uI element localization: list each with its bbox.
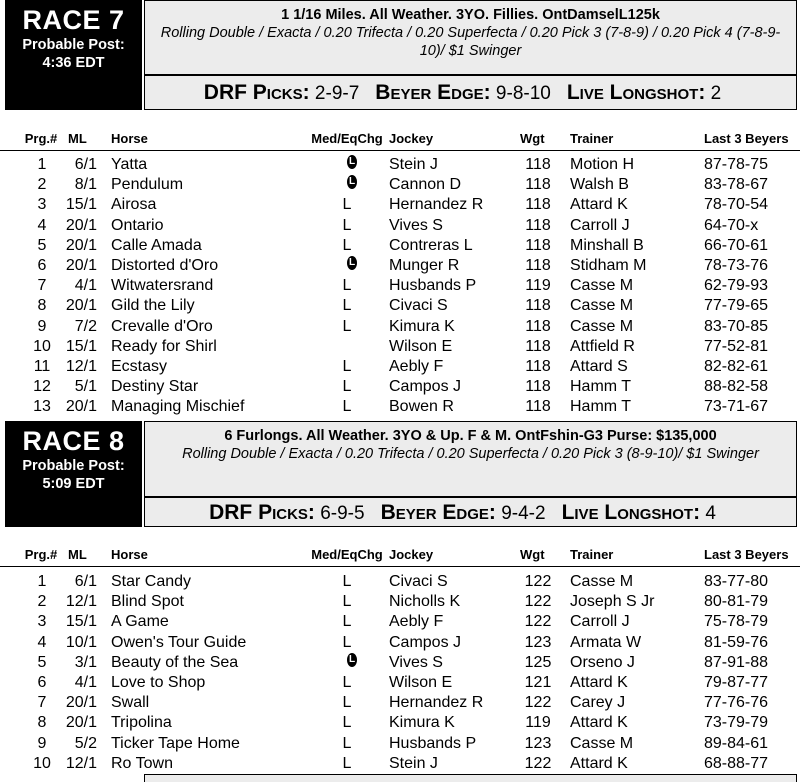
last-three-beyers: 66-70-61 [704, 236, 769, 254]
program-number: 5 [37, 653, 47, 671]
trainer-name: Hamm T [570, 398, 632, 416]
column-header-ml: ML [68, 547, 87, 562]
table-row [0, 276, 800, 296]
table-row [0, 317, 800, 337]
drf-picks-value: 2-9-7 [314, 83, 360, 104]
last-three-beyers: 87-78-75 [704, 156, 769, 173]
medication: L [342, 277, 352, 295]
morning-line: 15/1 [65, 196, 97, 214]
trainer-name: Casse M [570, 573, 634, 590]
table-row [0, 693, 800, 713]
morning-line: 20/1 [65, 216, 97, 234]
horse-name: Ready for Shirl [111, 337, 217, 355]
table-row [0, 337, 800, 357]
table-row [0, 296, 800, 316]
table-row [0, 734, 800, 754]
table-row [0, 357, 800, 377]
trainer-name: Stidham M [570, 257, 647, 274]
weight: 118 [525, 378, 551, 396]
medication: L [342, 378, 352, 396]
horse-name: Swall [111, 694, 150, 712]
column-header-wgt: Wgt [520, 547, 545, 562]
live-longshot-value: 4 [705, 503, 716, 524]
morning-line: 20/1 [65, 694, 97, 712]
last-three-beyers: 78-70-54 [704, 196, 769, 214]
jockey-name: Kimura K [389, 714, 455, 732]
column-header-trainer: Trainer [570, 547, 614, 562]
jockey-name: Aebly F [389, 613, 444, 631]
beyer-edge-value: 9-8-10 [495, 83, 551, 104]
weight: 118 [525, 176, 551, 194]
drf-picks-label: DRF Picks: [209, 501, 315, 524]
jockey-name: Stein J [389, 156, 438, 173]
live-longshot-value: 2 [710, 83, 722, 104]
medication: L [342, 358, 352, 375]
weight: 118 [525, 196, 551, 214]
program-number: 8 [37, 297, 47, 315]
weight: 122 [524, 593, 552, 611]
horse-name: Managing Mischief [111, 398, 245, 416]
trainer-name: Casse M [570, 317, 634, 335]
program-number: 7 [37, 694, 47, 712]
table-row [0, 572, 800, 592]
jockey-name: Aebly F [389, 358, 444, 375]
trainer-name: Carroll J [570, 613, 630, 631]
jockey-name: Nicholls K [389, 593, 461, 611]
weight: 118 [525, 236, 551, 254]
trainer-name: Attard K [570, 714, 628, 732]
last-three-beyers: 62-79-93 [704, 277, 769, 295]
live-longshot-label: Live Longshot: [566, 81, 706, 104]
column-header-horse: Horse [111, 547, 148, 562]
jockey-name: Civaci S [389, 573, 448, 590]
weight: 122 [524, 754, 552, 772]
beyer-edge-label: Beyer Edge: [375, 81, 491, 104]
morning-line: 6/1 [74, 156, 97, 173]
trainer-name: Motion H [570, 156, 635, 173]
program-number: 6 [37, 674, 47, 691]
trainer-name: Orseno J [570, 653, 635, 671]
trainer-name: Casse M [570, 297, 634, 315]
trainer-name: Carey J [570, 694, 626, 712]
table-row [0, 612, 800, 632]
weight: 118 [525, 317, 551, 335]
program-number: 8 [37, 714, 47, 732]
jockey-name: Husbands P [389, 734, 477, 752]
jockey-name: Kimura K [389, 317, 455, 335]
last-three-beyers: 80-81-79 [704, 593, 769, 611]
weight: 118 [525, 216, 551, 234]
horse-name: Calle Amada [111, 236, 202, 254]
program-number: 7 [37, 277, 47, 295]
horse-name: Ontario [111, 216, 164, 234]
horse-name: Pendulum [111, 176, 184, 194]
program-number: 6 [37, 257, 47, 274]
weight: 123 [524, 633, 552, 651]
jockey-name: Cannon D [389, 176, 462, 194]
horse-name: Destiny Star [111, 378, 199, 396]
trainer-name: Armata W [570, 633, 642, 651]
first-time-lasix-icon: L [348, 156, 356, 167]
post-label: Probable Post: [22, 37, 125, 53]
horse-name: Blind Spot [111, 593, 184, 611]
program-number: 9 [37, 734, 47, 752]
column-header-prg: Prg.# [24, 131, 58, 146]
jockey-name: Bowen R [389, 398, 454, 416]
trainer-name: Carroll J [570, 216, 630, 234]
morning-line: 12/1 [65, 593, 97, 611]
medication: L [342, 216, 352, 234]
medication: L [342, 633, 352, 651]
picks-bar [144, 498, 797, 527]
race-info-box [144, 421, 797, 498]
weight: 119 [525, 277, 551, 295]
horse-name: Beauty of the Sea [111, 653, 239, 671]
horse-name: Witwatersrand [111, 277, 214, 295]
medication: L [342, 613, 352, 631]
medication: L [342, 593, 352, 611]
last-three-beyers: 77-79-65 [704, 297, 769, 315]
last-three-beyers: 78-73-76 [704, 257, 769, 274]
column-header-trainer: Trainer [570, 131, 614, 146]
beyer-edge-value: 9-4-2 [501, 503, 546, 524]
horse-name: Gild the Lily [111, 297, 195, 315]
race-badge [5, 421, 142, 527]
program-number: 13 [33, 398, 51, 416]
medication: L [342, 297, 352, 315]
morning-line: 5/1 [74, 378, 97, 396]
morning-line: 10/1 [65, 633, 97, 651]
horse-name: Owen's Tour Guide [111, 633, 247, 651]
column-header-horse: Horse [111, 131, 148, 146]
first-time-lasix-icon: L [348, 257, 356, 268]
jockey-name: Hernandez R [389, 694, 484, 712]
last-three-beyers: 82-82-61 [704, 358, 769, 375]
first-time-lasix-icon: L [348, 653, 356, 665]
weight: 118 [525, 156, 551, 173]
trainer-name: Attard K [570, 754, 628, 772]
last-three-beyers: 75-78-79 [704, 613, 769, 631]
race-conditions: 6 Furlongs. All Weather. 3YO & Up. F & M. OntFshin-G3 Purse: $135,000 [224, 428, 717, 444]
weight: 122 [524, 573, 552, 590]
program-number: 12 [33, 378, 51, 396]
program-number: 5 [37, 236, 47, 254]
program-number: 4 [37, 216, 47, 234]
morning-line: 3/1 [74, 653, 97, 671]
morning-line: 5/2 [74, 734, 97, 752]
trainer-name: Attard K [570, 196, 628, 214]
horse-name: Love to Shop [111, 674, 206, 691]
weight: 118 [525, 257, 551, 274]
column-header-prg: Prg.# [24, 547, 58, 562]
jockey-name: Campos J [389, 378, 462, 396]
medication: L [342, 236, 352, 254]
trainer-name: Attard S [570, 358, 628, 375]
weight: 119 [525, 714, 551, 732]
jockey-name: Hernandez R [389, 196, 484, 214]
horse-name: Yatta [111, 156, 148, 173]
column-header-jockey: Jockey [389, 131, 434, 146]
last-three-beyers: 68-88-77 [704, 754, 769, 772]
weight: 118 [525, 358, 551, 375]
last-three-beyers: 88-82-58 [704, 378, 769, 396]
beyer-edge-label: Beyer Edge: [380, 501, 496, 524]
weight: 118 [525, 398, 551, 416]
column-header-med: Med/EqChg [311, 131, 383, 146]
trainer-name: Casse M [570, 734, 634, 752]
morning-line: 15/1 [65, 337, 97, 355]
morning-line: 4/1 [74, 674, 97, 691]
morning-line: 20/1 [65, 398, 97, 416]
morning-line: 6/1 [74, 573, 97, 590]
table-row [0, 236, 800, 256]
column-header-wgt: Wgt [520, 131, 545, 146]
jockey-name: Vives S [389, 653, 443, 671]
horse-name: Ro Town [111, 754, 173, 772]
medication: L [342, 734, 352, 752]
column-header-beyers: Last 3 Beyers [704, 131, 789, 146]
trainer-name: Casse M [570, 277, 634, 295]
column-header-ml: ML [68, 131, 87, 146]
last-three-beyers: 77-52-81 [704, 337, 769, 355]
morning-line: 4/1 [74, 277, 97, 295]
horse-name: A Game [111, 613, 169, 631]
table-row [0, 653, 800, 673]
last-three-beyers: 81-59-76 [704, 633, 769, 651]
weight: 122 [524, 613, 552, 631]
medication: L [342, 714, 352, 732]
program-number: 2 [37, 176, 47, 194]
weight: 118 [525, 297, 551, 315]
table-row [0, 633, 800, 653]
post-label: Probable Post: [22, 458, 125, 474]
trainer-name: Walsh B [570, 176, 629, 194]
weight: 123 [524, 734, 552, 752]
table-row [0, 397, 800, 417]
entries-header [0, 128, 800, 151]
horse-name: Crevalle d'Oro [111, 317, 213, 335]
table-row [0, 195, 800, 215]
table-row [0, 256, 800, 276]
next-race-info-box [144, 774, 797, 782]
morning-line: 20/1 [65, 257, 97, 274]
horse-name: Tripolina [111, 714, 172, 732]
horse-name: Airosa [111, 196, 157, 214]
last-three-beyers: 77-76-76 [704, 694, 769, 712]
morning-line: 20/1 [65, 236, 97, 254]
last-three-beyers: 83-78-67 [704, 176, 769, 194]
last-three-beyers: 89-84-61 [704, 734, 769, 752]
live-longshot-label: Live Longshot: [561, 501, 701, 524]
table-row [0, 673, 800, 693]
program-number: 11 [33, 358, 51, 375]
program-number: 2 [37, 593, 47, 611]
first-time-lasix-icon: L [348, 176, 356, 188]
jockey-name: Contreras L [389, 236, 473, 254]
horse-name: Ticker Tape Home [111, 734, 240, 752]
column-header-med: Med/EqChg [311, 547, 383, 562]
medication: L [342, 398, 352, 416]
trainer-name: Minshall B [570, 236, 644, 254]
medication: L [342, 754, 352, 772]
race-title: RACE 8 [22, 426, 125, 456]
last-three-beyers: 83-70-85 [704, 317, 769, 335]
morning-line: 7/2 [74, 317, 97, 335]
horse-name: Ecstasy [111, 358, 168, 375]
morning-line: 12/1 [65, 754, 97, 772]
table-row [0, 216, 800, 236]
program-number: 9 [37, 317, 47, 335]
table-row [0, 377, 800, 397]
medication: L [342, 196, 352, 214]
last-three-beyers: 79-87-77 [704, 674, 769, 691]
program-number: 10 [33, 754, 51, 772]
trainer-name: Joseph S Jr [570, 593, 655, 611]
table-row [0, 155, 800, 175]
race-conditions: 1 1/16 Miles. All Weather. 3YO. Fillies. OntDamselL125k [281, 7, 660, 23]
post-time: 4:36 EDT [42, 55, 105, 71]
last-three-beyers: 87-91-88 [704, 653, 769, 671]
jockey-name: Husbands P [389, 277, 477, 295]
jockey-name: Wilson E [389, 337, 453, 355]
trainer-name: Attfield R [570, 337, 635, 355]
program-number: 3 [37, 613, 47, 631]
trainer-name: Attard K [570, 674, 628, 691]
last-three-beyers: 83-77-80 [704, 573, 769, 590]
drf-picks-value: 6-9-5 [320, 503, 365, 524]
horse-name: Star Candy [111, 573, 192, 590]
morning-line: 20/1 [65, 714, 97, 732]
program-number: 1 [37, 573, 47, 590]
medication: L [342, 674, 352, 691]
picks-bar [144, 76, 797, 110]
jockey-name: Munger R [389, 257, 460, 274]
medication: L [342, 573, 352, 590]
column-header-beyers: Last 3 Beyers [704, 547, 789, 562]
morning-line: 12/1 [65, 358, 97, 375]
race-wagers: Rolling Double / Exacta / 0.20 Trifecta / 0.20 Superfecta / 0.20 Pick 3 (7-8-9) / 0.20 Pick 4 (7-8-9-10)/ $1 Swinger [160, 25, 781, 59]
program-number: 4 [37, 633, 47, 651]
jockey-name: Vives S [389, 216, 443, 234]
table-row [0, 713, 800, 733]
program-number: 1 [37, 156, 47, 173]
column-header-jockey: Jockey [389, 547, 434, 562]
weight: 118 [525, 337, 551, 355]
race-wagers: Rolling Double / Exacta / 0.20 Trifecta / 0.20 Superfecta / 0.20 Pick 3 (8-9-10)/ $1 Swinger [182, 446, 759, 462]
race-title: RACE 7 [22, 5, 125, 35]
program-number: 10 [33, 337, 51, 355]
jockey-name: Civaci S [389, 297, 448, 315]
last-three-beyers: 73-79-79 [704, 714, 769, 732]
post-time: 5:09 EDT [42, 476, 105, 492]
morning-line: 8/1 [74, 176, 97, 194]
race-badge [5, 0, 142, 110]
jockey-name: Stein J [389, 754, 438, 772]
horse-name: Distorted d'Oro [111, 257, 219, 274]
table-row [0, 754, 800, 774]
program-number: 3 [37, 196, 47, 214]
drf-picks-label: DRF Picks: [203, 81, 310, 104]
jockey-name: Campos J [389, 633, 462, 651]
table-row [0, 592, 800, 612]
medication: L [342, 317, 352, 335]
jockey-name: Wilson E [389, 674, 453, 691]
last-three-beyers: 73-71-67 [704, 398, 769, 416]
table-row [0, 175, 800, 195]
morning-line: 20/1 [65, 297, 97, 315]
medication: L [342, 694, 352, 712]
last-three-beyers: 64-70-x [704, 216, 759, 234]
entries-header [0, 544, 800, 567]
morning-line: 15/1 [65, 613, 97, 631]
race-info-box [144, 0, 797, 76]
weight: 122 [524, 694, 552, 712]
weight: 125 [524, 653, 552, 671]
weight: 121 [524, 674, 552, 691]
trainer-name: Hamm T [570, 378, 632, 396]
